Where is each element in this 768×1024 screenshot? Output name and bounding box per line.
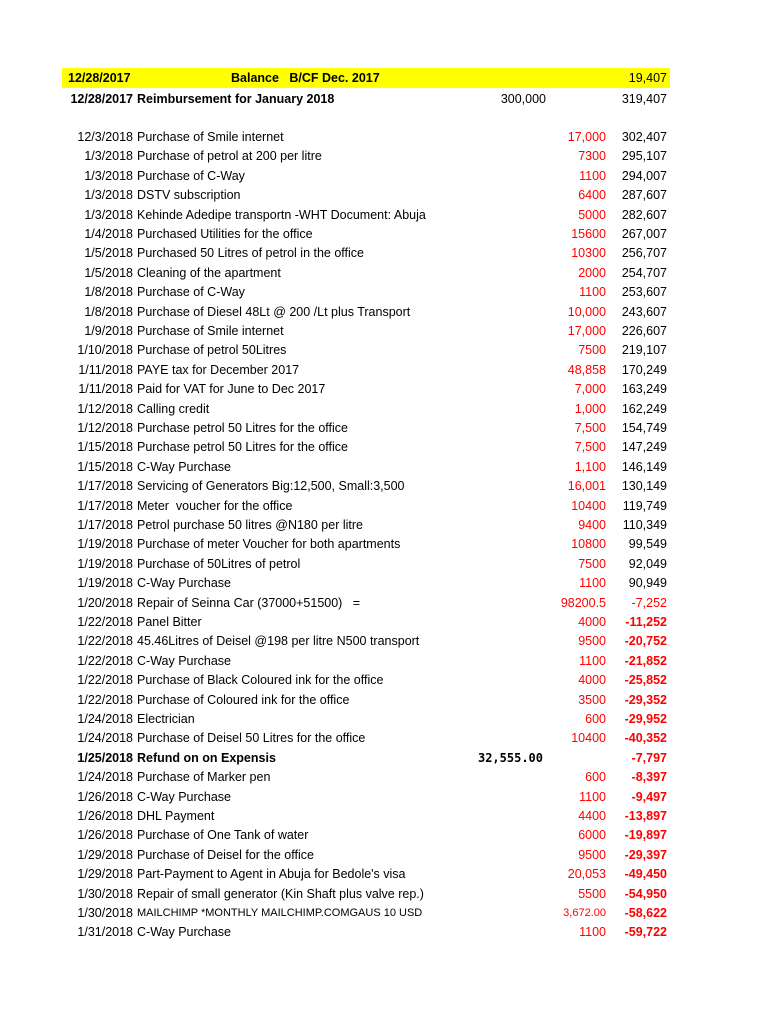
row-date: 1/30/2018 [77, 886, 133, 901]
row-debit: 7300 [578, 149, 606, 164]
row-balance: -11,252 [625, 615, 667, 629]
opening-date: 12/28/2017 [68, 71, 131, 85]
row-debit: 10400 [571, 731, 606, 746]
row-debit: 48,858 [567, 362, 606, 377]
row-description: Purchase of C-Way [137, 285, 245, 300]
table-row [0, 885, 768, 904]
row-balance: 99,549 [628, 537, 667, 552]
row-debit: 4400 [578, 809, 606, 823]
row-description: Purchase of meter Voucher for both apartments [137, 537, 401, 552]
reimbursement-date: 12/28/2017 [70, 92, 133, 106]
row-debit: 1100 [579, 168, 606, 183]
row-debit: 10400 [571, 498, 606, 513]
table-row [0, 225, 768, 244]
row-date: 1/17/2018 [77, 498, 133, 513]
row-date: 1/22/2018 [77, 653, 133, 668]
row-date: 1/29/2018 [77, 847, 133, 862]
row-date: 1/22/2018 [77, 673, 133, 688]
row-description: Purchase of 50Litres of petrol [137, 556, 301, 571]
row-date: 12/3/2018 [77, 130, 133, 144]
row-date: 1/26/2018 [77, 789, 133, 804]
row-description: DHL Payment [137, 809, 215, 823]
row-debit: 16,001 [567, 479, 606, 494]
table-row [0, 865, 768, 884]
row-debit: 98200.5 [560, 595, 606, 610]
row-balance: 92,049 [628, 556, 667, 571]
row-balance: 254,707 [621, 265, 667, 280]
table-row [0, 574, 768, 593]
row-balance: 226,607 [621, 324, 667, 338]
row-debit: 6400 [578, 188, 606, 203]
row-description: Repair of small generator (Kin Shaft plus valve rep.) [137, 886, 424, 901]
row-debit: 5000 [578, 207, 606, 222]
row-debit: 10300 [571, 246, 606, 261]
row-description: Purchase of petrol 50Litres [137, 343, 287, 358]
row-credit: 32,555.00 [477, 750, 543, 765]
table-row [0, 516, 768, 535]
table-row [0, 186, 768, 205]
table-row [0, 341, 768, 360]
row-debit: 10800 [571, 537, 606, 552]
row-debit: 17,000 [567, 130, 606, 144]
table-row [0, 264, 768, 283]
row-balance: 162,249 [621, 401, 667, 416]
row-balance: 147,249 [621, 440, 667, 455]
row-date: 1/17/2018 [77, 518, 133, 532]
row-description: PAYE tax for December 2017 [137, 362, 300, 377]
row-balance: 170,249 [621, 362, 667, 377]
row-debit: 600 [585, 770, 606, 785]
row-description: Meter voucher for the office [137, 498, 293, 513]
row-balance: -40,352 [624, 731, 667, 746]
row-description: Purchase of C-Way [137, 168, 245, 183]
row-description: Purchase of Deisel for the office [137, 847, 314, 862]
row-balance: -19,897 [624, 828, 667, 843]
row-date: 1/31/2018 [77, 925, 133, 940]
opening-balance: 19,407 [628, 71, 667, 85]
row-balance: 253,607 [621, 285, 667, 300]
table-row [0, 710, 768, 729]
row-date: 1/22/2018 [77, 615, 133, 629]
table-row [0, 438, 768, 457]
row-debit: 1100 [579, 789, 606, 804]
table-row [0, 788, 768, 807]
row-debit: 7500 [578, 343, 606, 358]
row-balance: 256,707 [621, 246, 667, 261]
row-debit: 1100 [579, 576, 606, 591]
row-debit: 7500 [578, 556, 606, 571]
row-debit: 10,000 [567, 304, 606, 319]
row-debit: 20,053 [567, 867, 606, 882]
row-date: 1/12/2018 [77, 401, 133, 416]
table-row [0, 322, 768, 341]
row-balance: -9,497 [631, 789, 667, 804]
row-date: 1/19/2018 [77, 556, 133, 571]
row-balance: 163,249 [621, 382, 667, 397]
table-row [0, 206, 768, 225]
table-row [0, 904, 768, 923]
row-balance: -58,622 [624, 906, 667, 920]
row-description: Part-Payment to Agent in Abuja for Bedole's visa [137, 867, 406, 882]
row-description: Purchase of Coloured ink for the office [137, 692, 350, 707]
row-date: 1/19/2018 [77, 537, 133, 552]
row-balance: -29,952 [624, 712, 667, 726]
row-date: 1/26/2018 [77, 809, 133, 823]
row-description: Purchase of Black Coloured ink for the office [137, 673, 384, 688]
row-date: 1/11/2018 [78, 382, 133, 397]
table-row [0, 380, 768, 399]
reimbursement-balance: 319,407 [621, 92, 667, 106]
table-row [0, 283, 768, 302]
row-date: 1/20/2018 [77, 595, 133, 610]
row-description: DSTV subscription [137, 188, 241, 203]
table-row [0, 652, 768, 671]
row-description: Refund on on Expensis [137, 750, 276, 765]
row-balance: 110,349 [622, 518, 667, 532]
row-debit: 17,000 [567, 324, 606, 338]
table-row [0, 826, 768, 845]
row-debit: 2000 [578, 265, 606, 280]
row-date: 1/9/2018 [84, 324, 133, 338]
row-description: Purchased 50 Litres of petrol in the office [137, 246, 364, 261]
row-date: 1/3/2018 [84, 168, 133, 183]
row-debit: 1,100 [574, 459, 606, 474]
row-description: Purchase of Deisel 50 Litres for the office [137, 731, 366, 746]
row-balance: 90,949 [628, 576, 667, 591]
row-date: 1/24/2018 [77, 731, 133, 746]
row-date: 1/25/2018 [77, 750, 133, 765]
row-description: Panel Bitter [137, 615, 202, 629]
reimbursement-row [0, 90, 768, 109]
row-date: 1/15/2018 [77, 459, 133, 474]
row-balance: 282,607 [621, 207, 667, 222]
table-row [0, 419, 768, 438]
row-date: 1/12/2018 [77, 421, 133, 435]
row-description: MAILCHIMP *MONTHLY MAILCHIMP.COMGAUS 10 USD [137, 907, 423, 919]
row-date: 1/26/2018 [77, 828, 133, 843]
row-date: 1/3/2018 [84, 188, 133, 203]
row-debit: 1100 [579, 925, 606, 940]
row-date: 1/5/2018 [84, 265, 133, 280]
row-debit: 5500 [578, 886, 606, 901]
table-row [0, 613, 768, 632]
table-row [0, 749, 768, 768]
row-balance: -59,722 [624, 925, 667, 940]
table-row [0, 477, 768, 496]
table-row [0, 691, 768, 710]
row-description: Purchase of Smile internet [137, 324, 284, 338]
table-row [0, 594, 768, 613]
row-date: 1/30/2018 [77, 906, 133, 920]
table-row [0, 535, 768, 554]
table-row [0, 303, 768, 322]
row-balance: -25,852 [624, 673, 667, 688]
row-balance: -54,950 [624, 886, 667, 901]
row-date: 1/22/2018 [77, 634, 133, 649]
row-description: 45.46Litres of Deisel @198 per litre N500 transport [137, 634, 420, 649]
row-date: 1/29/2018 [77, 867, 133, 882]
row-balance: 243,607 [621, 304, 667, 319]
row-description: C-Way Purchase [137, 576, 232, 591]
row-description: Purchased Utilities for the office [137, 227, 313, 241]
row-debit: 6000 [578, 828, 606, 843]
row-debit: 7,500 [574, 421, 606, 435]
row-date: 1/22/2018 [77, 692, 133, 707]
row-debit: 600 [585, 712, 606, 726]
opening-label: Balance B/CF Dec. 2017 [231, 71, 380, 85]
row-balance: 146,149 [621, 459, 667, 474]
row-description: Calling credit [137, 401, 210, 416]
table-row [0, 807, 768, 826]
row-balance: 154,749 [621, 421, 667, 435]
row-date: 1/3/2018 [84, 149, 133, 164]
row-description: Electrician [137, 712, 195, 726]
row-balance: 287,607 [621, 188, 667, 203]
row-description: Purchase of One Tank of water [137, 828, 309, 843]
row-debit: 9500 [578, 847, 606, 862]
row-date: 1/19/2018 [77, 576, 133, 591]
row-debit: 7,000 [574, 382, 606, 397]
row-debit: 9400 [578, 518, 606, 532]
table-row [0, 671, 768, 690]
row-debit: 1,000 [574, 401, 606, 416]
opening-balance-row [0, 69, 768, 88]
row-description: C-Way Purchase [137, 459, 232, 474]
row-description: C-Way Purchase [137, 925, 232, 940]
table-row [0, 244, 768, 263]
table-row [0, 458, 768, 477]
row-balance: -8,397 [631, 770, 667, 785]
table-row [0, 497, 768, 516]
row-balance: 119,749 [622, 498, 667, 513]
row-balance: 295,107 [621, 149, 667, 164]
row-date: 1/24/2018 [77, 770, 133, 785]
row-balance: 294,007 [621, 168, 667, 183]
row-debit: 1100 [579, 285, 606, 300]
row-description: Servicing of Generators Big:12,500, Small:3,500 [137, 479, 405, 494]
table-row [0, 128, 768, 147]
row-balance: 302,407 [621, 130, 667, 144]
row-debit: 4000 [578, 615, 606, 629]
row-debit: 3500 [578, 692, 606, 707]
row-date: 1/15/2018 [77, 440, 133, 455]
row-description: C-Way Purchase [137, 789, 232, 804]
row-date: 1/10/2018 [77, 343, 133, 358]
reimbursement-description: Reimbursement for January 2018 [137, 92, 335, 106]
row-date: 1/11/2018 [78, 362, 133, 377]
row-date: 1/3/2018 [84, 207, 133, 222]
row-balance: -13,897 [624, 809, 667, 823]
row-balance: 267,007 [621, 227, 667, 241]
row-date: 1/24/2018 [77, 712, 133, 726]
row-description: Cleaning of the apartment [137, 265, 281, 280]
row-debit: 7,500 [574, 440, 606, 455]
row-balance: -29,352 [624, 692, 667, 707]
row-description: Paid for VAT for June to Dec 2017 [137, 382, 326, 397]
row-balance: 219,107 [621, 343, 667, 358]
row-description: Repair of Seinna Car (37000+51500) = [137, 595, 361, 610]
row-debit: 4000 [578, 673, 606, 688]
row-description: C-Way Purchase [137, 653, 232, 668]
row-balance: -21,852 [624, 653, 667, 668]
row-description: Kehinde Adedipe transportn -WHT Document: Abuja [137, 207, 426, 222]
row-description: Purchase of Marker pen [137, 770, 271, 785]
row-description: Purchase petrol 50 Litres for the office [137, 440, 348, 455]
table-row [0, 361, 768, 380]
row-balance: -20,752 [624, 634, 667, 649]
row-date: 1/17/2018 [77, 479, 133, 494]
table-row [0, 632, 768, 651]
row-balance: -7,252 [631, 595, 667, 610]
table-row [0, 400, 768, 419]
row-date: 1/8/2018 [84, 285, 133, 300]
row-debit: 3,672.00 [563, 907, 606, 919]
table-row [0, 729, 768, 748]
table-row [0, 923, 768, 942]
row-date: 1/8/2018 [84, 304, 133, 319]
row-balance: 130,149 [621, 479, 667, 494]
row-description: Purchase petrol 50 Litres for the office [137, 421, 348, 435]
table-row [0, 147, 768, 166]
row-debit: 1100 [579, 653, 606, 668]
row-balance: -49,450 [624, 867, 667, 882]
table-row [0, 167, 768, 186]
row-description: Purchase of Diesel 48Lt @ 200 /Lt plus Transport [137, 304, 411, 319]
reimbursement-amount: 300,000 [500, 92, 546, 106]
row-balance: -7,797 [631, 750, 667, 765]
row-date: 1/4/2018 [84, 227, 133, 241]
row-description: Petrol purchase 50 litres @N180 per litre [137, 518, 363, 532]
table-row [0, 846, 768, 865]
row-balance: -29,397 [624, 847, 667, 862]
row-debit: 9500 [578, 634, 606, 649]
row-date: 1/5/2018 [84, 246, 133, 261]
row-description: Purchase of Smile internet [137, 130, 284, 144]
table-row [0, 555, 768, 574]
table-row [0, 768, 768, 787]
row-debit: 15600 [571, 227, 606, 241]
row-description: Purchase of petrol at 200 per litre [137, 149, 322, 164]
